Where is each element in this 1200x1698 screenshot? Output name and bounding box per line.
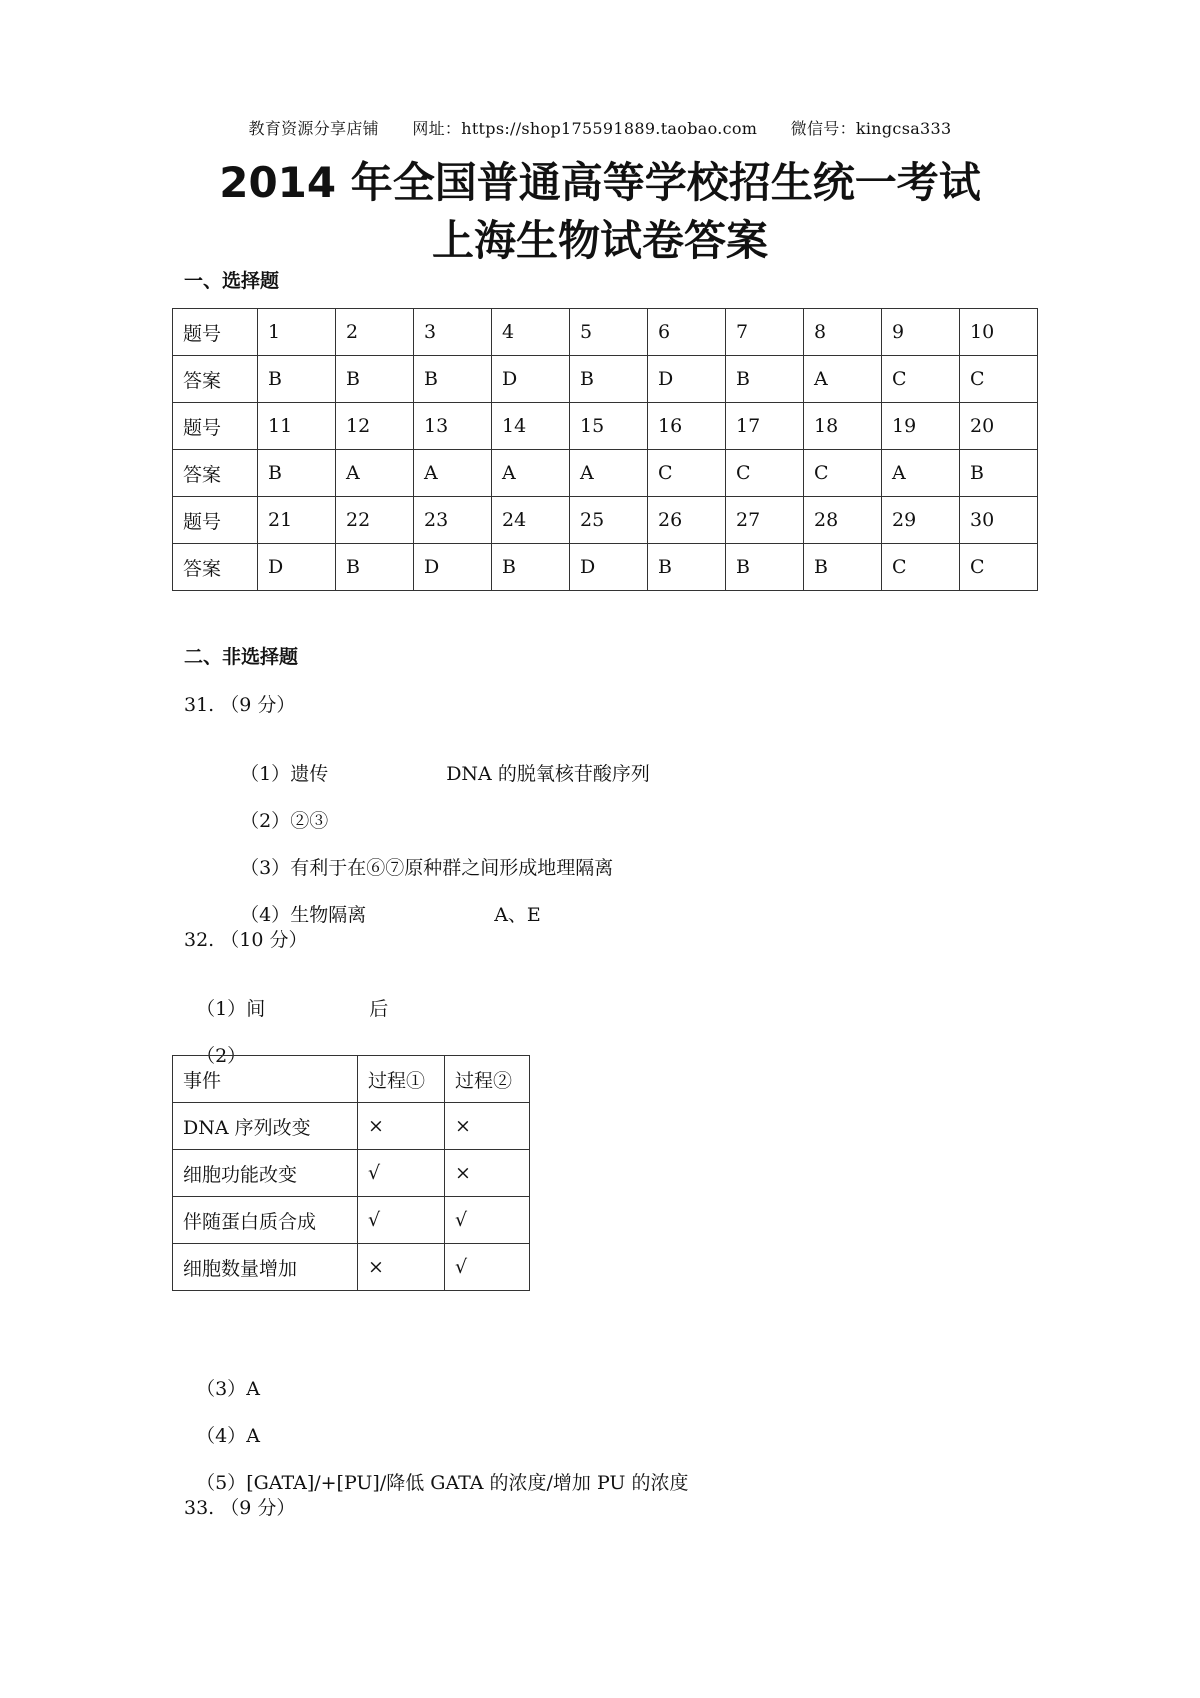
section-heading-nonchoice: 二、非选择题 <box>184 646 299 668</box>
table-cell: √ <box>358 1150 445 1197</box>
table-cell: 12 <box>336 403 414 450</box>
table-cell: D <box>648 356 726 403</box>
page-title: 2014 年全国普通高等学校招生统一考试 <box>219 158 981 207</box>
answer-text: DNA 的脱氧核苷酸序列 <box>446 763 650 785</box>
table-row <box>173 403 1038 450</box>
answer-31-1 <box>228 737 650 786</box>
table-cell: B <box>804 544 882 591</box>
question-31-heading: 31. （9 分） <box>184 694 296 716</box>
table-cell: 19 <box>882 403 960 450</box>
table-cell: 22 <box>336 497 414 544</box>
table-cell: A <box>882 450 960 497</box>
shop-url: 网址：https://shop175591889.taobao.com <box>412 119 758 138</box>
table-cell: 11 <box>258 403 336 450</box>
table-cell: D <box>414 544 492 591</box>
answer-number: （1） <box>240 763 291 785</box>
section-heading-choice: 一、选择题 <box>184 270 280 292</box>
column-header: 事件 <box>173 1056 358 1103</box>
table-cell: 3 <box>414 309 492 356</box>
answer-text: A、E <box>494 904 541 926</box>
table-row <box>173 497 1038 544</box>
row-label: 题号 <box>173 403 258 450</box>
table-cell: B <box>726 544 804 591</box>
table-row <box>173 309 1038 356</box>
table-cell: B <box>258 356 336 403</box>
page-header <box>0 116 1200 139</box>
answer-32-1 <box>184 972 388 1021</box>
answer-text: 间 <box>246 998 266 1020</box>
table-cell: 6 <box>648 309 726 356</box>
table-cell: 23 <box>414 497 492 544</box>
table-cell: × <box>358 1103 445 1150</box>
table-cell: A <box>570 450 648 497</box>
table-cell: C <box>882 356 960 403</box>
table-cell: 28 <box>804 497 882 544</box>
row-label: 答案 <box>173 356 258 403</box>
answer-number: （3） <box>196 1378 247 1400</box>
table-cell: D <box>570 544 648 591</box>
table-cell: 21 <box>258 497 336 544</box>
answer-31-3 <box>228 831 613 880</box>
answer-32-3 <box>184 1352 260 1401</box>
table-cell: B <box>726 356 804 403</box>
row-label: 题号 <box>173 497 258 544</box>
answer-number: （2） <box>240 810 291 832</box>
answer-31-2 <box>228 784 328 833</box>
table-cell: A <box>336 450 414 497</box>
table-cell: 16 <box>648 403 726 450</box>
table-cell: B <box>336 544 414 591</box>
table-cell: 24 <box>492 497 570 544</box>
table-cell: 8 <box>804 309 882 356</box>
table-row <box>173 1197 530 1244</box>
table-cell: × <box>445 1150 530 1197</box>
table-cell: √ <box>358 1197 445 1244</box>
table-cell: 15 <box>570 403 648 450</box>
answer-text: A <box>246 1425 260 1447</box>
table-cell: B <box>336 356 414 403</box>
answer-text: ②③ <box>290 810 329 832</box>
row-label: 题号 <box>173 309 258 356</box>
table-cell: C <box>960 356 1038 403</box>
answer-text: A <box>246 1378 260 1400</box>
table-cell: 20 <box>960 403 1038 450</box>
answer-number: （4） <box>240 904 291 926</box>
table-cell: 细胞功能改变 <box>173 1150 358 1197</box>
wechat-id: 微信号：kingcsa333 <box>790 119 952 138</box>
table-cell: C <box>882 544 960 591</box>
table-cell: 4 <box>492 309 570 356</box>
table-row <box>173 544 1038 591</box>
table-cell: 5 <box>570 309 648 356</box>
table-row <box>173 1244 530 1291</box>
row-label: 答案 <box>173 450 258 497</box>
table-cell: 13 <box>414 403 492 450</box>
answer-text: 遗传 <box>290 763 329 785</box>
table-row <box>173 356 1038 403</box>
answer-number: （5） <box>196 1472 247 1494</box>
question-32-heading: 32. （10 分） <box>184 929 308 951</box>
column-header: 过程② <box>445 1056 530 1103</box>
table-cell: D <box>492 356 570 403</box>
table-cell: C <box>648 450 726 497</box>
column-header: 过程① <box>358 1056 445 1103</box>
table-cell: 10 <box>960 309 1038 356</box>
table-cell: 伴随蛋白质合成 <box>173 1197 358 1244</box>
table-cell: DNA 序列改变 <box>173 1103 358 1150</box>
table-cell: 29 <box>882 497 960 544</box>
table-cell: 17 <box>726 403 804 450</box>
table-row <box>173 450 1038 497</box>
choice-answer-table <box>172 308 1038 591</box>
table-cell: 7 <box>726 309 804 356</box>
answer-number: （4） <box>196 1425 247 1447</box>
answer-text: 生物隔离 <box>290 904 367 926</box>
table-cell: × <box>445 1103 530 1150</box>
shop-name: 教育资源分享店铺 <box>248 119 379 138</box>
question-33-heading: 33. （9 分） <box>184 1497 296 1519</box>
table-cell: A <box>414 450 492 497</box>
page-subtitle: 上海生物试卷答案 <box>431 216 768 265</box>
table-cell: C <box>804 450 882 497</box>
table-cell: 9 <box>882 309 960 356</box>
table-cell: 18 <box>804 403 882 450</box>
table-cell: 27 <box>726 497 804 544</box>
table-cell: B <box>258 450 336 497</box>
answer-text: 后 <box>369 998 389 1020</box>
table-cell: C <box>726 450 804 497</box>
table-cell: 2 <box>336 309 414 356</box>
answer-number: （3） <box>240 857 291 879</box>
table-cell: B <box>960 450 1038 497</box>
process-event-table <box>172 1055 530 1291</box>
table-row <box>173 1103 530 1150</box>
table-cell: A <box>804 356 882 403</box>
answer-32-4 <box>184 1399 260 1448</box>
table-cell: 1 <box>258 309 336 356</box>
table-row <box>173 1150 530 1197</box>
table-cell: C <box>960 544 1038 591</box>
answer-31-4 <box>228 878 541 927</box>
row-label: 答案 <box>173 544 258 591</box>
answer-text: [GATA]/+[PU]/降低 GATA 的浓度/增加 PU 的浓度 <box>246 1472 689 1494</box>
answer-number: （1） <box>196 998 247 1020</box>
answer-32-5 <box>184 1446 688 1495</box>
table-cell: 25 <box>570 497 648 544</box>
table-cell: √ <box>445 1244 530 1291</box>
answer-text: 有利于在⑥⑦原种群之间形成地理隔离 <box>290 857 614 879</box>
table-cell: 30 <box>960 497 1038 544</box>
table-cell: A <box>492 450 570 497</box>
table-cell: B <box>414 356 492 403</box>
table-cell: 细胞数量增加 <box>173 1244 358 1291</box>
table-cell: 14 <box>492 403 570 450</box>
table-cell: D <box>258 544 336 591</box>
table-cell: B <box>648 544 726 591</box>
table-cell: 26 <box>648 497 726 544</box>
table-cell: √ <box>445 1197 530 1244</box>
table-cell: B <box>570 356 648 403</box>
table-header-row <box>173 1056 530 1103</box>
table-cell: × <box>358 1244 445 1291</box>
table-cell: B <box>492 544 570 591</box>
answer-number: （2） <box>196 1045 247 1067</box>
